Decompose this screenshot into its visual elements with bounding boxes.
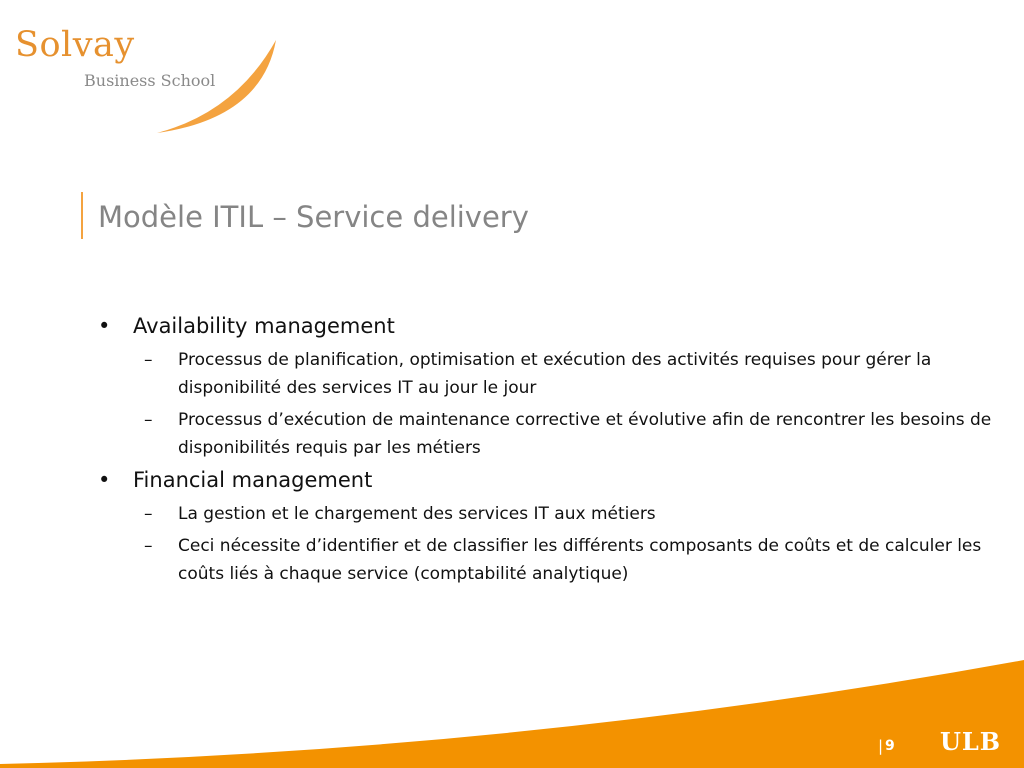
sub-bullet-text: Ceci nécessite d’identifier et de classifier les différents composants de coûts et de calculer les coûts liés à chaque service (comptabilité analytique) xyxy=(178,536,982,584)
dash-icon: – xyxy=(144,504,153,524)
bullet-heading: Financial management xyxy=(133,468,373,492)
sub-bullet-text: Processus de planification, optimisation et exécution des activités requises pour gérer la disponibilité des services IT au jour le jour xyxy=(178,350,932,398)
sub-bullet-text: La gestion et le chargement des services IT aux métiers xyxy=(178,504,656,524)
dash-icon: – xyxy=(144,410,153,430)
bullet-heading: Availability management xyxy=(133,314,395,338)
logo-brand: Solvay xyxy=(15,25,135,65)
sub-bullet-text: Processus d’exécution de maintenance corrective et évolutive afin de rencontrer les besoins de disponibilités requis par les métiers xyxy=(178,410,992,458)
slide-title: Modèle ITIL – Service delivery xyxy=(98,200,529,234)
dash-icon: – xyxy=(144,350,153,370)
dash-icon: – xyxy=(144,536,153,556)
logo-subtitle: Business School xyxy=(84,71,216,90)
ulb-logo: ULB xyxy=(940,727,1002,756)
page-number: 9 xyxy=(885,738,895,754)
bullet-icon: • xyxy=(98,314,111,338)
bullet-icon: • xyxy=(98,468,111,492)
page-separator: | xyxy=(878,737,884,755)
